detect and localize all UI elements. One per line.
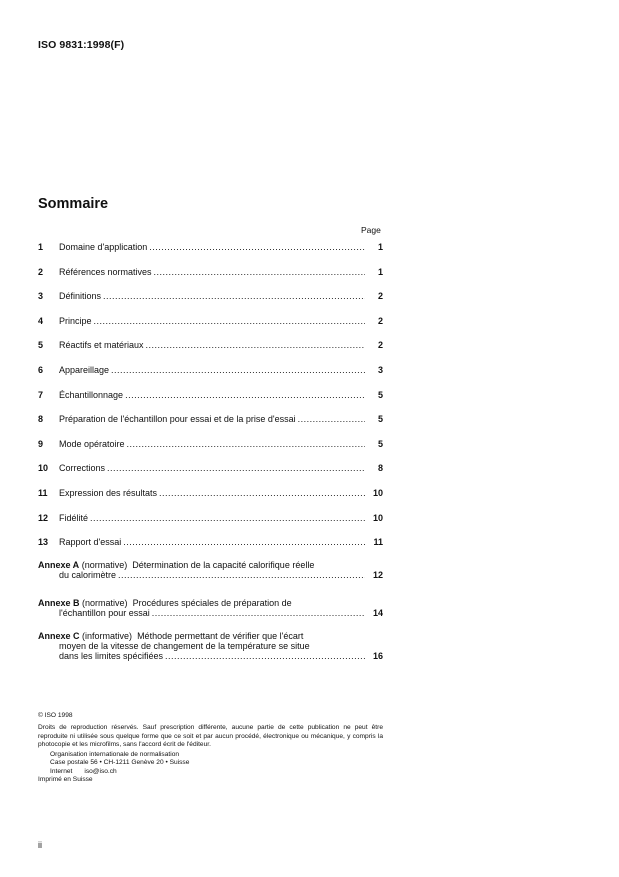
toc-entry-page: 10 xyxy=(372,512,383,523)
toc-entry-title: Corrections xyxy=(59,463,106,474)
toc-entry-number: 4 xyxy=(38,315,44,326)
toc-entry-number: 13 xyxy=(38,537,49,548)
annex-name: Annexe C xyxy=(38,631,80,641)
toc-entry-number: 11 xyxy=(38,488,48,498)
document-id: ISO 9831:1998(F) xyxy=(38,39,125,51)
dot-leader xyxy=(111,365,365,375)
annex-title: Méthode permettant de vérifier que l'écart xyxy=(137,631,304,641)
annex-title-continued: moyen de la vitesse de changement de la température se situe xyxy=(59,641,310,651)
annex-title-continued: l'échantillon pour essai xyxy=(59,608,150,618)
toc-entry-title: Préparation de l'échantillon pour essai et de la prise d'essai xyxy=(59,414,296,425)
toc-entry-number: 7 xyxy=(38,389,44,400)
toc-entry xyxy=(38,242,383,252)
dot-leader xyxy=(127,439,365,449)
toc-entry-page: 1 xyxy=(377,266,383,277)
organisation-block xyxy=(38,751,383,776)
dot-leader xyxy=(123,537,365,547)
toc-entry-title: Principe xyxy=(59,315,92,326)
dot-leader xyxy=(103,291,365,301)
toc-entry-number: 10 xyxy=(38,463,49,474)
toc-entry-number: 2 xyxy=(38,266,44,277)
toc-entry xyxy=(38,463,383,473)
toc-entry-page: 2 xyxy=(377,340,383,351)
internet-address: iso@iso.ch xyxy=(84,767,117,775)
page-title: Sommaire xyxy=(38,196,109,212)
annex-entry xyxy=(38,598,383,618)
toc-entry-number: 12 xyxy=(38,512,49,523)
annex-entry xyxy=(38,631,383,661)
toc-entry-title: Domaine d'application xyxy=(59,242,148,252)
toc-entry-number: 9 xyxy=(38,438,44,449)
dot-leader xyxy=(154,267,365,277)
page-column-label: Page xyxy=(361,225,381,235)
dot-leader xyxy=(107,463,365,473)
toc-entry-number: 6 xyxy=(38,365,44,375)
toc-entry-title: Références normatives xyxy=(59,266,152,277)
internet-label: Internet xyxy=(50,767,73,775)
annex-page: 16 xyxy=(372,651,383,661)
annex-title-continued: du calorimètre xyxy=(59,570,117,580)
toc-entry-title: Fidélité xyxy=(59,512,89,523)
organisation-name: Organisation internationale de normalisation xyxy=(50,751,180,759)
toc-entry-page: 5 xyxy=(377,414,383,425)
dot-leader xyxy=(94,316,365,326)
toc-entry xyxy=(38,439,383,449)
annex-name: Annexe A xyxy=(38,560,80,570)
toc-entry xyxy=(38,537,383,547)
annex-page: 14 xyxy=(372,608,383,618)
toc-entry-title: Mode opératoire xyxy=(59,438,125,449)
dot-leader xyxy=(90,513,365,523)
toc-entry-title: Rapport d'essai xyxy=(59,537,122,548)
toc-entry-title: Définitions xyxy=(59,291,102,302)
toc-entry-page: 11 xyxy=(373,537,383,548)
toc-entry xyxy=(38,365,383,375)
toc-entry-page: 10 xyxy=(372,488,383,498)
annex-type: (informative) xyxy=(82,631,133,641)
toc-entry xyxy=(38,316,383,326)
annex-title: Procédures spéciales de préparation de xyxy=(132,598,292,608)
copyright-notice xyxy=(38,712,383,784)
dot-leader xyxy=(152,608,365,618)
toc-entry-title: Expression des résultats xyxy=(59,488,158,498)
toc-entry-page: 8 xyxy=(377,463,383,474)
toc-entry xyxy=(38,267,383,277)
dot-leader xyxy=(298,414,365,424)
annex-title: Détermination de la capacité calorifique réelle xyxy=(132,560,315,570)
dot-leader xyxy=(149,242,365,252)
toc-entry-page: 3 xyxy=(377,365,383,375)
printed-in: Imprimé en Suisse xyxy=(38,776,93,784)
toc-entry-number: 8 xyxy=(38,414,44,425)
toc-entry xyxy=(38,340,383,350)
toc-entry-number: 1 xyxy=(38,242,44,252)
dot-leader xyxy=(159,488,365,498)
toc-entry-title: Échantillonnage xyxy=(59,389,124,400)
internet-row xyxy=(50,768,383,776)
annex-title-continued: dans les limites spécifiées xyxy=(59,651,164,661)
toc-entry xyxy=(38,488,383,498)
toc-entry xyxy=(38,390,383,400)
rights-statement: Droits de reproduction réservés. Sauf prescription différente, aucune partie de cette publication ne peut être reproduite ni utilisée sous quelque forme que ce soit et par aucun procédé, électronique ou mécanique, y compris la photocopie et les microfilms, sans l'accord écrit de l'éditeur. xyxy=(38,724,383,748)
postal-address: Case postale 56 • CH-1211 Genève 20 • Suisse xyxy=(50,759,190,767)
toc-entry-page: 5 xyxy=(377,389,383,400)
toc-entry-number: 5 xyxy=(38,340,44,351)
annex-entry xyxy=(38,560,383,580)
toc-entry-page: 2 xyxy=(377,315,383,326)
toc-entry xyxy=(38,513,383,523)
toc-entry-title: Appareillage xyxy=(59,365,110,375)
toc-entry xyxy=(38,414,383,424)
annex-type: (normative) xyxy=(81,560,128,570)
dot-leader xyxy=(125,390,365,400)
dot-leader xyxy=(146,340,365,350)
toc-entry xyxy=(38,291,383,301)
toc-entry-page: 1 xyxy=(377,242,383,252)
toc-entry-number: 3 xyxy=(38,291,44,302)
annex-page: 12 xyxy=(372,570,383,580)
annex-name: Annexe B xyxy=(38,598,80,608)
page-number: ii xyxy=(38,840,42,850)
toc-entry-title: Réactifs et matériaux xyxy=(59,340,144,351)
dot-leader xyxy=(118,570,365,580)
toc-entry-page: 2 xyxy=(377,291,383,302)
copyright-line: © ISO 1998 xyxy=(38,712,73,719)
annex-type: (normative) xyxy=(82,598,128,608)
dot-leader xyxy=(165,651,365,661)
toc-entry-page: 5 xyxy=(377,438,383,449)
